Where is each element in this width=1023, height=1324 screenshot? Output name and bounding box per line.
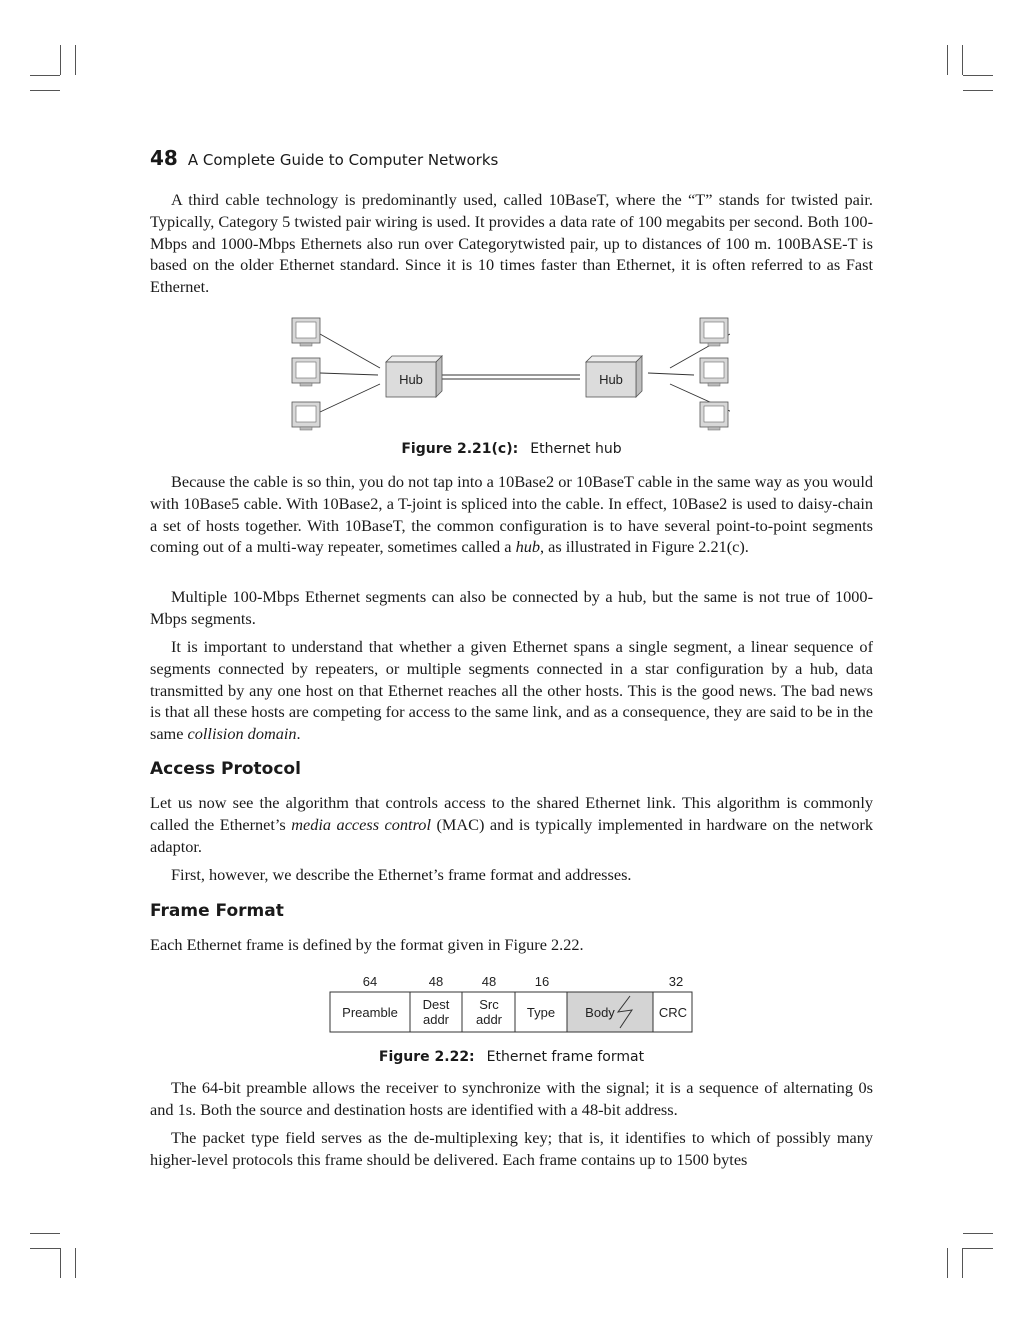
- figure-label: Figure 2.21(c):: [401, 441, 519, 457]
- crop-mark: [60, 1248, 61, 1278]
- running-head: [150, 146, 873, 174]
- crop-mark: [75, 1248, 76, 1278]
- text-run: Let us now see the algorithm that controls access to the shared Ethernet link. This algorithm is commonly called the Ethernet’s: [150, 793, 873, 834]
- computer-icon: [292, 402, 320, 430]
- field-size-label: 48: [481, 974, 497, 989]
- field-label-body: Body: [585, 1005, 615, 1020]
- paragraph: The packet type field serves as the de-multiplexing key; that is, it identifies to which of possibly many higher-level protocols this frame should be delivered. Each frame contains up to 1500 bytes: [150, 1128, 873, 1169]
- crop-mark: [963, 1233, 993, 1234]
- section-heading: Frame Format: [150, 901, 284, 921]
- text-run: Because the cable is so thin, you do not tap into a 10Base2 or 10BaseT cable in the same way as you would with 10Base5 cable. With 10Base2, a T-joint is spliced into the cable. In effect, 10Base2 is used to daisy-chain a set of hosts together. With 10BaseT, the common configuration is to have several point-to-point segments coming out of a multi-way repeater, sometimes called a: [150, 472, 873, 557]
- field-size-label: 64: [362, 974, 378, 989]
- paragraph: Each Ethernet frame is defined by the format given in Figure 2.22.: [150, 935, 584, 954]
- crop-mark: [30, 90, 60, 91]
- field-label-dest: addr: [422, 1012, 450, 1027]
- paragraph: First, however, we describe the Ethernet’s frame format and addresses.: [171, 865, 632, 884]
- text-run: .: [296, 724, 301, 744]
- text-run: , as illustrated in Figure 2.21(c).: [539, 537, 749, 557]
- computer-icon: [700, 318, 728, 346]
- field-label-preamble: Preamble: [342, 1005, 398, 1020]
- field-size-label: 48: [428, 974, 444, 989]
- emphasis: media access control: [291, 814, 431, 834]
- paragraph: A third cable technology is predominantly used, called 10BaseT, where the “T” stands for twisted pair. Typically, Category 5 twisted pair wiring is used. It provides a data rate of 100 megabits per second. Both 100-Mbps and 1000-Mbps Ethernets also run over Categorytwisted pair, up to distances of 100 m. 100BASE-T is based on the older Ethernet standard. Since it is 10 times faster than Ethernet, it is often referred to as Fast Ethernet.: [150, 190, 873, 297]
- crop-mark: [60, 45, 61, 75]
- crop-mark: [962, 1248, 963, 1278]
- field-label-crc: CRC: [658, 1005, 688, 1020]
- paragraph: Multiple 100-Mbps Ethernet segments can also be connected by a hub, but the same is not true of 1000-Mbps segments.: [150, 587, 873, 628]
- crop-mark: [963, 75, 993, 76]
- crop-mark: [962, 45, 963, 75]
- text-run: (MAC) and is typically implemented in hardware on the network adaptor.: [150, 814, 873, 856]
- field-size-label: 32: [668, 974, 684, 989]
- crop-mark: [30, 1248, 60, 1249]
- figure-title: Ethernet hub: [530, 441, 622, 457]
- computer-icon: [292, 358, 320, 386]
- figure-caption: [150, 1049, 873, 1065]
- crop-mark: [30, 1233, 60, 1234]
- field-label-src: Src: [479, 997, 499, 1012]
- crop-mark: [963, 1248, 993, 1249]
- text-run: It is important to understand that whether a given Ethernet spans a single segment, a linear sequence of segments connected by repeaters, or multiple segments connected in a star configuration by a hub, data transmitted by any one host on that Ethernet reaches all the other hosts. This is the good news. The bad news is that all these hosts are competing for access to the same link, and as a consequence, they are said to be in the same: [150, 637, 873, 744]
- crop-mark: [75, 45, 76, 75]
- hub-label: Hub: [399, 372, 423, 387]
- field-label-src: addr: [475, 1012, 503, 1027]
- field-size-label: 16: [534, 974, 550, 989]
- hub-left: [386, 356, 442, 397]
- paragraph: The 64-bit preamble allows the receiver to synchronize with the signal; it is a sequence of alternating 0s and 1s. Both the source and destination hosts are identified with a 48-bit address.: [150, 1078, 873, 1119]
- crop-mark: [963, 90, 993, 91]
- field-label-type: Type: [526, 1005, 556, 1020]
- figure-caption: [150, 441, 873, 457]
- computer-icon: [292, 318, 320, 346]
- computer-icon: [700, 358, 728, 386]
- paragraph: [150, 792, 873, 857]
- emphasis: collision domain: [187, 724, 297, 744]
- figure-title: Ethernet frame format: [486, 1049, 645, 1065]
- ethernet-frame-format-diagram: [328, 970, 698, 1036]
- figure-label: Figure 2.22:: [378, 1049, 475, 1065]
- emphasis: hub: [515, 537, 540, 557]
- connection-lines: [320, 334, 730, 412]
- section-heading: Access Protocol: [150, 759, 301, 779]
- field-label-dest: Dest: [422, 997, 450, 1012]
- hub-label: Hub: [599, 372, 623, 387]
- crop-mark: [30, 75, 60, 76]
- computer-icon: [700, 402, 728, 430]
- paragraph: [150, 636, 873, 745]
- hub-right: [586, 356, 642, 397]
- crop-mark: [947, 1248, 948, 1278]
- paragraph: [150, 471, 873, 558]
- ethernet-hub-diagram: [290, 312, 730, 442]
- page-number: 48: [150, 146, 178, 170]
- crop-mark: [947, 45, 948, 75]
- book-title: A Complete Guide to Computer Networks: [187, 151, 499, 169]
